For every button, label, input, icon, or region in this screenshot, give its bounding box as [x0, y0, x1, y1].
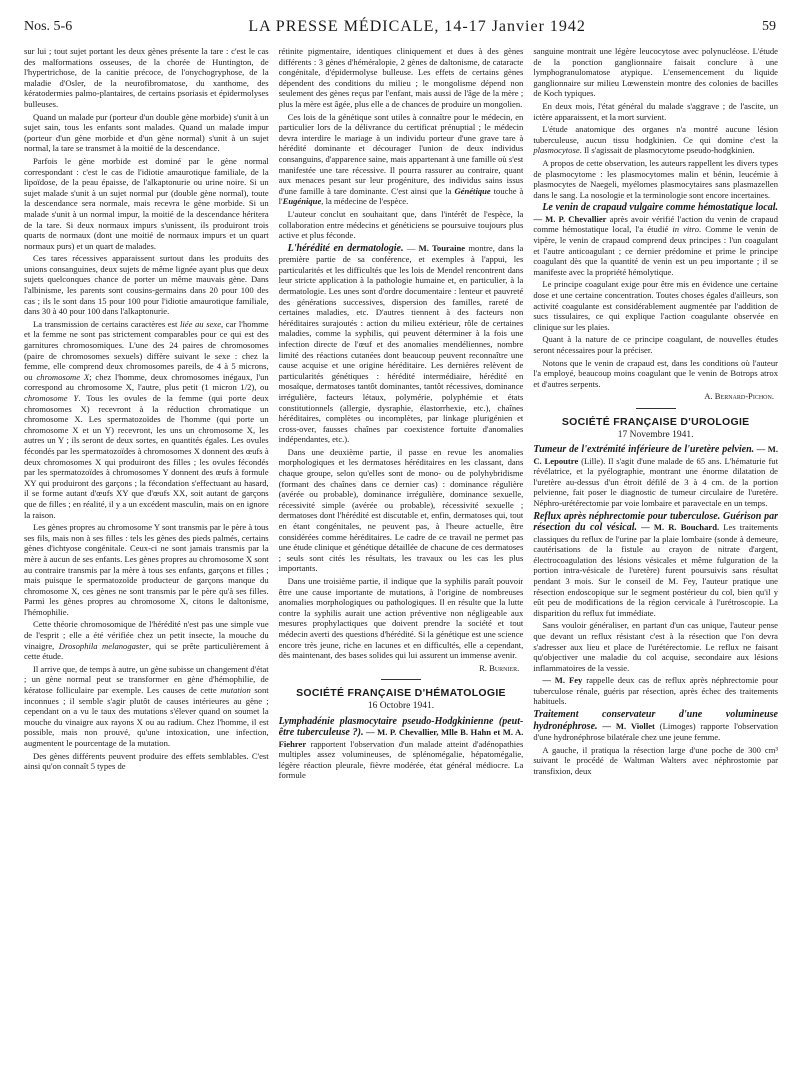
text-run: touche à l': [278, 185, 524, 207]
paragraph: Notons que le venin de crapaud est, dans les conditions où l'auteur l'a employé, beaucoup moins coagulant que le venin de Botrops atrox et d'autres serpents.: [533, 357, 778, 389]
article-title: L'hérédité en dermatologie.: [287, 242, 404, 254]
italic-term: chromosome Y: [24, 393, 79, 403]
paragraph: Sans vouloir généraliser, en partant d'un cas unique, l'auteur pense que devant un reflux résistant c'est à la résection que l'on devra s'adresser aux lieu et place de l'urétérectomie. Le reflux ne faisant qu'objectiver une maladie du col acquise, secondaire aux lésions inflammatoires de la vessie.: [533, 620, 778, 673]
article-title: Le venin de crapaud vulgaire comme hémostatique local.: [542, 202, 778, 214]
article-author: — M. P. Chevallier: [533, 213, 607, 224]
text-run: après avoir vérifié l'action du venin de crapaud comme hémostatique local, l'a étudié: [533, 213, 778, 235]
article-title: Tumeur de l'extrémité inférieure de l'uretère pelvien.: [533, 444, 755, 456]
paragraph: [533, 124, 778, 156]
divider: [636, 408, 676, 409]
column-1: [24, 46, 269, 1076]
paragraph: Ces tares récessives apparaissent surtout dans les produits des unions consanguines, deux sujets de même lignée ayant plus que deux sujets quelconques chance de porter un même mauvais gène. Dans l'albinisme, les parents sont cousins-germains dans 20 pour 100 des cas ; ils le sont dans 15 pour 100 pour l'idiotie amaurotique familiale, dans 30 à 40 pour 100 dans l'alkaptonurie.: [24, 253, 269, 317]
text-run: . Il s'agissait de plasmocytome pseudo-hodgkinien.: [579, 145, 755, 156]
text-run: L'étude anatomique des organes n'a montré aucune lésion tuberculeuse, aucun tissu hodgkinien. Ce qui domine c'est la: [533, 124, 778, 145]
article-dermatologie: L'hérédité en dermatologie. — M. Touraine montre, dans la première partie de sa conférence, et exemples à l'appui, les particularités et les difficultés que les lois de Mendel rencontrent dans leur stricte application à la pathologie humaine et, en particulier, à la dermatologie. Les unes sont d'ordre documentaire : lenteur et pauvreté des générations successives, dispersion des familles, rareté de certaines maladies, etc. D'autres tiennent à des facteurs non héréditaires surajoutés : action du milieu extérieur, rôle de certaines maladies, comme la syphilis, qui peuvent déterminer à la fois une infection directe de l'œuf et des anomalies mendéliennes, nombre limité des réactions cutanées dont beaucoup peuvent reconnaître une cause acquise et une origine héréditaire. Les dernières relèvent de particularités génétiques : hérédité intermédiaire, hérédité en mosaïque, dermatoses tantôt dominantes, tantôt récessives, dominance irrégulière, facteurs létaux, polymérie, polyphémie et états constitutionnels (allergie, dysraphie, élastorrhexie, etc.), chaînes héréditaires, complètes ou incomplètes, par linkage plurigénien et cross-over, fausses chaînes par coexistence fortuite d'anomalies indépendantes, etc.).: [278, 242, 524, 445]
paragraph: [279, 112, 524, 207]
article-venin: [533, 202, 778, 277]
paragraph: [24, 664, 269, 749]
text-run: . Comme le venin de vipère, le venin de crapaud comprend deux principes : l'un coagulant et l'autre anticoagulant ; ce dernier prédomine et prime le principe coagulant dès que la quantité de venin est un peu importante ; il se manifeste avec la propriété hémolytique.: [533, 224, 778, 277]
article-title: Traitement conservateur d'une volumineuse hydronéphrose.: [533, 709, 778, 732]
text-run: Il arrive que, de temps à autre, un gène subisse un changement d'état ; un gène normal peut se transformer en gène d'hémophilie, de kératose folliculaire par exemple. Les causes de cette: [24, 663, 269, 696]
text-run: , la médecine de l'espèce.: [321, 196, 409, 207]
article-hydronephrose: [533, 709, 778, 743]
paragraph: Quand un malade pur (porteur d'un double gène morbide) s'unit à un sujet sain, tous les enfants sont malades. Quand un malade impur (porteur d'un gène morbide et d'un gène normal) s'unit à un sujet normal, la tare se transmet à la moitié de la descendance.: [24, 111, 269, 154]
paragraph: rétinite pigmentaire, identiques cliniquement et dues à des gènes différents : 3 gènes d'héméralopie, 2 gènes de daltonisme, de cataracte congénitale, d'épidermolyse bulleuse. Les effets de certains gènes dépendent des conditions du milieu ; le mongolisme dépend non seulement des gènes reçus par l'enfant, mais aussi de l'âge de la mère ; plus la mère est âgée, plus elle a de chances de produire un mongolien.: [278, 46, 524, 109]
column-2: [279, 46, 524, 1076]
paragraph: Des gènes différents peuvent produire des effets semblables. C'est ainsi qu'on connaît 5 types de: [24, 750, 269, 772]
text-run: rappelle deux cas de reflux après néphrectomie pour tuberculose rénale, guéris par résection, après échec des traitements habituels.: [533, 675, 778, 707]
section-title: SOCIÉTÉ FRANÇAISE D'HÉMATOLOGIE: [296, 687, 506, 700]
issue-number: Nos. 5-6: [24, 19, 73, 34]
paragraph: A gauche, il pratiqua la résection large d'une poche de 300 cm³ suivant le procédé de Waltman Walters avec néphrostomie par transfixion, deux: [533, 744, 778, 776]
italic-term: plasmocytose: [533, 145, 580, 156]
signature: A. Bernard-Pichon.: [704, 391, 774, 402]
paragraph: Dans une troisième partie, il indique que la syphilis paraît pouvoir être une cause importante de mutations, à l'origine de nombreuses anomalies morphologiques ou pathologiques. Il en résulte que la lutte contre la syphilis aurait une action préventive non négligeable aux mesures prophylactiques que doivent prendre la société et tout médecin averti des questions d'hérédité. Si la génétique est une science encore très jeune, riche en lacunes et en difficultés, elle a cependant, dès maintenant, des bases solides qui lui assurent un immense avenir.: [278, 576, 524, 661]
italic-term: Eugénique: [282, 196, 322, 207]
article-author: — M. C. Lepoutre: [533, 444, 778, 466]
page-number: 59: [762, 19, 776, 34]
divider: [381, 679, 421, 680]
article-title: Lymphadénie plasmocytaire pseudo-Hodgkinienne (peut-être tuberculeuse ?).: [278, 715, 524, 739]
paragraph: Quant à la nature de ce principe coagulant, de nouvelles études seront nécessaires pour la préciser.: [533, 334, 778, 355]
article-author: — M. Fey: [542, 675, 583, 686]
article-reflux: [533, 511, 778, 619]
paragraph: Parfois le gène morbide est dominé par le gène normal correspondant : c'est le cas de l'idiotie amaurotique familiale, de la lipoïdose, de la peau épaisse, de l'alkaptonurie ou urine noire. Si un sujet malade s'unit à un sujet normal pur (double gène normal), toute la descendance sera normale, mais recevra le gène morbide. Si un malade s'unit à un normal impur, la moitié de la descendance héritera de la tare. Si deux normaux impurs s'unissent, ils produiront trois quarts de normaux (dont une moitié de normaux impurs et un quart normaux purs) et un quart de malades.: [24, 155, 269, 251]
paragraph: A propos de cette observation, les auteurs rappellent les divers types de plasmocytome : les plasmocytomes malin et bénin, leucémie à plasmocytes de Naegeli, myélomes plasmocytaires sans plasmazellen dans le sang. La nosologie et la terminologie sont encore incertaines.: [533, 157, 778, 200]
text-run: Cette théorie chromosomique de l'hérédité n'est pas une simple vue de l'esprit ; elle a été vérifiée chez un petit insecte, la mouche du vinaigre,: [24, 619, 269, 651]
paragraph: Dans une deuxième partie, il passe en revue les anomalies morphologiques et les dermatoses héréditaires en les classant, dans chaque groupe, selon qu'elles sont de mono- ou de polyhybridisme (formant des chaînes dans ce dernier cas) : dominance régulière (avérée ou probable), dominance irrégulière, dominance sexuelle, récessivité simple (avérée ou probable), récessivité sexuelle ; dermatoses dont l'hérédité est discutable et, enfin, dermatoses qui, tout en étant congénitales, ne peuvent pas, à l'heure actuelle, être considérées comme héréditaires. Le cadre de ce travail ne permet pas une étude clinique et génétique détaillée de chacune de ces dermatoses ; seuls sont cités les résultats, les travaux ou les cas les plus importants.: [278, 446, 524, 574]
text-run: rapportent l'observation d'un malade atteint d'adénopathies multiples assez volumineuses, de splénomégalie, hépatomégalie, légère réaction pleurale, fièvre modérée, état général médiocre. La formule: [278, 738, 524, 781]
italic-term: mutation: [220, 685, 251, 696]
text-run: . Tous les ovules de la femme (qui porte deux chromosomes X) recevront à la réduction chromatique un chromosome X. Les spermatozoïdes de l'homme (qui porte un chromosome X et un Y) recevront, les uns un chromosome X, les autres un Y ; ils seront de deux sortes, en quantités égales. Les ovules fécondés par les spermatozoïdes à chromosomes X donnent des œufs à deux chromosomes X qui produiront des filles ; les ovules fécondés par les spermatozoïdes à chromosomes Y donnent des œufs à formule XY qui produiront des garçons ; la fécondation s'effectuant au hasard, il se forme autant d'œufs XY que d'œufs XX, soit autant de garçons que de filles ; en réalité, il y a un excédent masculin, mais on en ignore la raison.: [24, 393, 269, 520]
text-run: sont inconnues ; il semble s'agir plutôt de causes intérieures au gène ; cependant on a vu le taux des mutations s'élever quand on soumet la mouche du vinaigre aux rayons X ou au radium. Chez l'homme, il est possible, mais non prouvé, qu'une intoxication, une infection, augmentent le pourcentage de la mutation.: [24, 685, 269, 748]
paragraph: sanguine montrait une légère leucocytose avec polynucléose. L'étude de la ponction ganglionnaire faisait conclure à une lymphogranulomatose atypique. L'ensemencement du liquide ganglionnaire sur milieu Lœwenstein montre des colonies de bacilles de Koch typiques.: [533, 46, 778, 99]
text-columns: [24, 46, 778, 1076]
text-run: ; chez l'homme, deux chromosomes inégaux, l'un correspond au chromosome X, l'autre, plus petit (1 micron 1/2), ou: [24, 371, 269, 393]
italic-term: Génétique: [454, 185, 491, 196]
italic-term: liée au sexe,: [179, 318, 224, 329]
article-author: — M. P. Chevallier, Mlle B. Hahn et M. A. Fiehrer: [278, 727, 524, 749]
column-3: [533, 46, 778, 1076]
signature: R. Burnier.: [479, 662, 520, 673]
italic-term: chromosome X: [36, 371, 90, 382]
paragraph: [24, 619, 269, 661]
paragraph: En deux mois, l'état général du malade s'aggrave ; de l'ascite, un ictère apparaissent, et la mort survient.: [533, 100, 778, 122]
paragraph: sur lui ; tout sujet portant les deux gènes présente la tare : c'est le cas des malformations osseuses, de la chorée de Huntington, de l'hypertrichose, de la canitie précoce, de l'onychogryphose, de la maladie d'Osler, de la neurofibromatose, du xanthome, des kératodermies palmo-plantaires, de certains psoriasis et épidermolyses bulleuses.: [24, 46, 269, 109]
paragraph: [24, 319, 269, 520]
paragraph: Le principe coagulant exige pour être mis en évidence une certaine dose et une certaine concentration. Toutes choses égales d'ailleurs, son activité coagulante est considérablement augmentée par l'addition de sucs tissulaires, ce qui explique l'action coagulante observée en clinique sur les plaies.: [533, 279, 778, 332]
article-author: M. Touraine: [418, 242, 466, 253]
text-run: Ces lois de la génétique sont utiles à connaître pour le médecin, en particulier lors de la délivrance du certificat prénuptial ; le médecin devra interdire le mariage à un individu porteur d'une grave tare à hérédité dominante et décourager l'union de deux individus consanguins, d'apparence saine, mais appartenant à une famille où s'est manifestée une tare récessive. Il pourra rassurer au contraire, quant aux menaces pesant sur leur progéniture, des individus sains issus d'une famille à tare dominante. C'est ainsi que la: [278, 111, 524, 196]
italic-term: in vitro: [672, 224, 699, 235]
section-date: 17 Novembre 1941.: [617, 429, 694, 440]
paragraph: [533, 675, 778, 707]
page-header: [24, 14, 776, 40]
text-run: car l'homme et la femme ne sont pas strictement comparables pour ce qui est des garnitures chromosomiques. L'une des 24 paires de chromosomes (paire de chromosomes sexuels) diffère suivant le sexe : chez la femme, elle comprend deux chromosomes pareils, de 4 à 5 microns, ou: [24, 318, 269, 382]
text-run: (Lille). Il s'agit d'une malade de 65 ans. L'hématurie fut révélatrice, et la pyélographie, montrant une énorme dilatation de l'uretère au-dessus d'un étroit défilé de 3 à 4 cm. de la portion pelvienne, fait poser le diagnostic de tumeur circulaire de l'uretère. Néphro-urétérectomie par voie lombaire et paravectale en un temps.: [533, 455, 778, 508]
italic-term: Drosophila melanogaster: [58, 640, 149, 651]
text-run: La transmission de certains caractères est: [33, 318, 178, 329]
text-run: (Limoges) rapporte l'observation d'une hydronéphrose bilatérale chez une jeune femme.: [533, 720, 778, 743]
paragraph: L'auteur conclut en souhaitant que, dans l'intérêt de l'espèce, la collaboration entre médecins et généticiens se poursuive toujours plus active et plus féconde.: [278, 208, 524, 241]
text-run: montre, dans la première partie de sa conférence, et exemples à l'appui, les particularités et les difficultés que les lois de Mendel rencontrent dans leur stricte application à la pathologie humaine et, en particulier, à la dermatologie. Les unes sont d'ordre documentaire : lenteur et pauvreté des générations successives, dispersion des familles, rareté de certaines maladies, etc. D'autres tiennent à des facteurs non héréditaires surajoutés : action du milieu extérieur, rôle de certaines maladies, comme la syphilis, qui peuvent déterminer à la fois une infection directe de l'œuf et des anomalies mendéliennes, nombre limité des réactions cutanées dont beaucoup peuvent reconnaître une cause acquise et une origine héréditaire. Les dernières relèvent de particularités génétiques : hérédité intermédiaire, hérédité en mosaïque, dermatoses tantôt dominantes, tantôt récessives, dominance irrégulière, facteurs létaux, polymérie, polyphémie et états constitutionnels (allergie, dysraphie, élastorrhexie, etc.), chaînes héréditaires, complètes ou incomplètes, par linkage plurigénien et cross-over, fausses chaînes par coexistence fortuite d'anomalies indépendantes, etc.).: [278, 242, 524, 445]
text-run: , qui se prête particulièrement à cette étude.: [24, 640, 269, 662]
article-lymphadenie: [279, 716, 524, 781]
article-title: Reflux après néphrectomie pour tuberculose. Guérison par résection du col vésical.: [533, 510, 778, 534]
article-author: — M. R. Bouchard.: [641, 522, 720, 533]
section-title: SOCIÉTÉ FRANÇAISE D'UROLOGIE: [561, 415, 750, 428]
text-run: Les traitements classiques du reflux de l'urine par la plaie lombaire (sonde à demeure, cautérisations de la fistule au crayon de nitrate d'argent, électrocoagulation des lésions vésicales et même fulguration de la portion intra-vésicale de l'uretère) furent poursuivis sans résultat pendant 3 mois. Sur le conseil de M. Fey, l'auteur pratique une résection endoscopique sur le segment postérieur du col, bien qu'il y eût peu de modifications de la région cervicale à l'urétroscopie. La disparition du reflux fut immédiate.: [533, 522, 778, 618]
section-date: 16 Octobre 1941.: [367, 700, 435, 711]
paragraph: Les gènes propres au chromosome Y sont transmis par le père à tous ses fils, mais non à ses filles : tels les gènes des pieds palmés, certains gènes d'ichtyose congénitale. Ceux-ci ne sont jamais transmis par la mère à aucun de ses enfants. Les gènes propres au chromosome X sont au contraire transmis par la mère à tous ses enfants, garçons et filles ; mais puisque le spermatozoïde producteur de garçons manque du chromosome X, ces gènes ne sont transmis par le père qu'à ses filles. Parmi les gènes propres au chromosome X, citons le daltonisme, l'hémophilie.: [24, 522, 269, 617]
article-author: — M. Viollet: [602, 720, 655, 731]
article-tumeur: [533, 444, 778, 508]
journal-title: LA PRESSE MÉDICALE, 14-17 Janvier 1942: [248, 18, 586, 35]
